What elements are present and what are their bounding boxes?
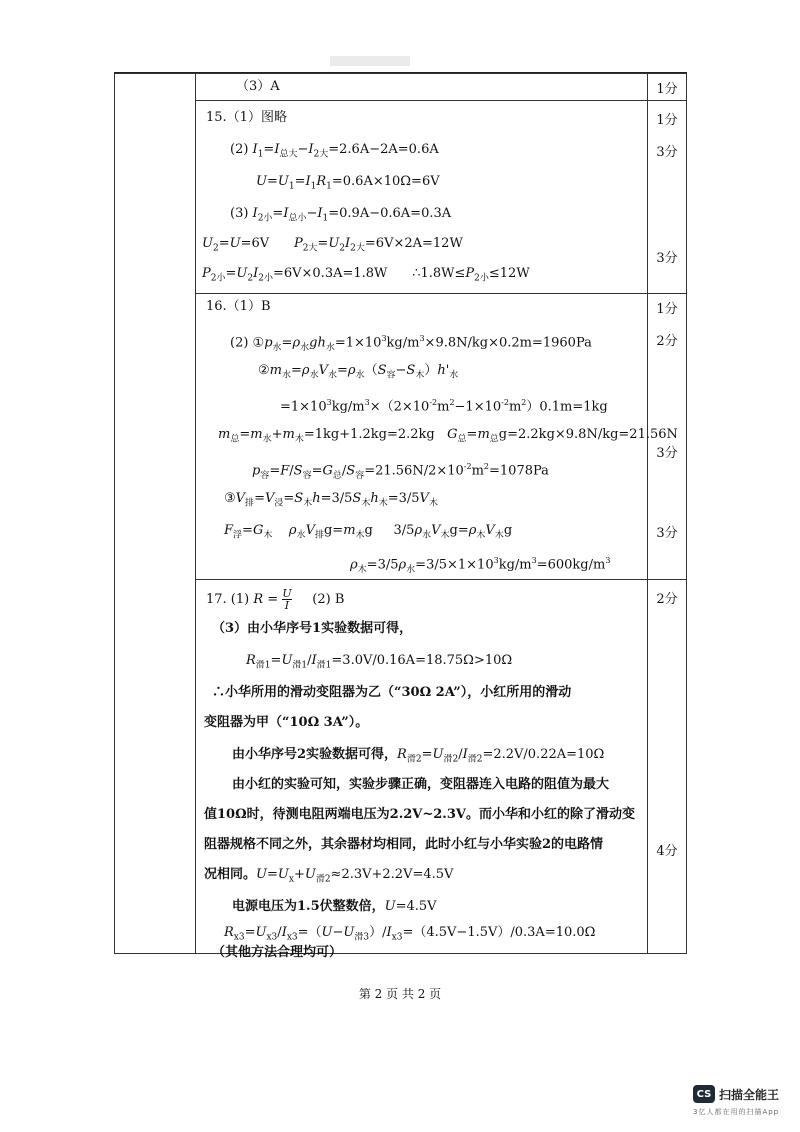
- q16-part3-score: 3分: [656, 526, 678, 541]
- q16-part3-eq2: $F_浮=G_木$ $\rho_水V_排g=m_木g$ $3/5\rho_水V_木g=\rho_木V_木g$: [224, 523, 513, 541]
- q16-part2-calc-score: 3分: [656, 446, 678, 461]
- q17-conclusion-line2: 变阻器为甲（“10Ω 3A”）。: [204, 715, 369, 730]
- q15-part1: 15.（1）图略: [206, 110, 287, 125]
- page-footer: 第 2 页 共 2 页: [358, 987, 442, 1001]
- camscanner-logo-icon: CS: [693, 1085, 715, 1103]
- q15-part2-eq2: $U=U_1=I_1R_1=0.6A\times 10\Omega=6V$: [256, 174, 440, 192]
- q17-part3-intro: （3）由小华序号1实验数据可得，: [212, 621, 413, 636]
- q16-part2-eq2: $②m_水=\rho_水V_水=\rho_水(S_容-S_木)h'_水$: [258, 363, 459, 381]
- q17-para2-line2: 值10Ω时，待测电阻两端电压为2.2V~2.3V。而小华和小红的除了滑动变: [204, 807, 635, 822]
- q15-part3-eq1: (3) $I_{2小}=I_{总小}-I_1=0.9A-0.6A=0.3A$: [230, 206, 452, 224]
- watermark-tagline: 3亿人都在用的扫描App: [693, 1108, 780, 1116]
- q16-part3-eq1: $③V_排=V_浸=S_木h=3/5S_木h_木=3/5V_木$: [224, 491, 438, 509]
- q17-part3-score: 4分: [656, 844, 678, 859]
- q17-part1-score: 2分: [656, 592, 678, 607]
- q16-part2-score: 2分: [656, 334, 678, 349]
- answer-table: [114, 73, 687, 960]
- q15-part1-score: 1分: [656, 113, 678, 128]
- q16-part2-eq1: (2) $①p_水=\rho_水gh_水=1\times 10^3kg/m^3\times 9.8N/kg\times 0.2m=1960Pa$: [230, 334, 592, 353]
- q17-power-line: 电源电压为1.5伏整数倍，U=4.5V: [232, 899, 437, 914]
- q16-part1-score: 1分: [656, 302, 678, 317]
- q16-part2-eq4: $m_总=m_水+m_木=1kg+1.2kg=2.2kg$ $G_总=m_总g=2.2kg\times 9.8N/kg=21.56N$: [218, 427, 678, 445]
- scanner-watermark: [693, 1085, 779, 1103]
- q17-para2-line3: 阻器规格不同之外，其余器材均相同，此时小红与小华实验2的电路情: [204, 837, 604, 852]
- q17-part1-2: 17. (1) R = $\frac{U}{I}$ (2) B: [206, 587, 345, 612]
- q15-score-cell: [648, 101, 687, 294]
- q15-part3-eq2: $U_2=U=6V$ $P_{2大}=U_2I_{2大}=6V\times 2A=12W$: [202, 236, 463, 254]
- header-fade: [330, 56, 410, 66]
- q14-score-cell: [648, 74, 687, 101]
- q17-other-methods: （其他方法合理均可）: [212, 945, 343, 960]
- q15-part2-score: 3分: [656, 145, 678, 160]
- q17-part3-eq2: 由小华序号2实验数据可得，$R_{滑2}=U_{滑2}/I_{滑2}=2.2V/0.22A=10\Omega$: [232, 747, 605, 765]
- q17-part3-eq1: $R_{滑1}=U_{滑1}/I_{滑1}=3.0V/0.16A=18.75\Omega>10\Omega$: [246, 653, 513, 671]
- q15-cell: [196, 101, 648, 294]
- q14-part3: （3）A: [236, 79, 280, 94]
- q17-part3-eq3: $R_{x3}=U_{x3}/I_{x3}=(U-U_{滑3})/I_{x3}=(4.5V-1.5V)/0.3A=10.0\Omega$: [224, 925, 596, 943]
- q16-part3-eq3: $\rho_木=3/5\rho_水=3/5\times 1\times 10^3kg/m^3=600kg/m^3$: [350, 556, 611, 575]
- q15-part3-eq3: $P_{2小}=U_2I_{2小}=6V\times 0.3A=1.8W$ $\therefore 1.8W\le P_{2小}\le 12W$: [202, 266, 530, 284]
- q15-part3-score: 3分: [656, 251, 678, 266]
- q17-para2-line1: 由小红的实验可知，实验步骤正确，变阻器连入电路的阻值为最大: [232, 777, 610, 792]
- q17-conclusion-line1: ∴小华所用的滑动变阻器为乙（“30Ω 2A”），小红所用的滑动: [212, 685, 572, 700]
- q16-part2-eq5: $p_容=F/S_容=G_总/S_容=21.56N/2\times 10^{-2}m^2=1078Pa$: [252, 462, 549, 481]
- q17-cell: [196, 580, 648, 960]
- q16-part2-eq3: $=1\times 10^3kg/m^3\times(2\times 10^{-2}m^2-1\times 10^{-2}m^2)0.1m=1kg$: [280, 398, 608, 415]
- question-number-column: [115, 74, 196, 954]
- q14-cell: [196, 74, 648, 101]
- q15-part2-eq1: (2) $I_1=I_{总大}-I_{2大}=2.6A-2A=0.6A$: [230, 142, 439, 160]
- q14-score: 1分: [656, 82, 678, 97]
- q16-part1: 16.（1）B: [206, 299, 271, 314]
- watermark-name: 扫描全能王: [719, 1087, 780, 1102]
- q17-para2-line4: 况相同。$U=U_x+U_{滑2}\approx 2.3V+2.2V=4.5V$: [204, 867, 454, 885]
- q17-score-cell: [648, 580, 687, 954]
